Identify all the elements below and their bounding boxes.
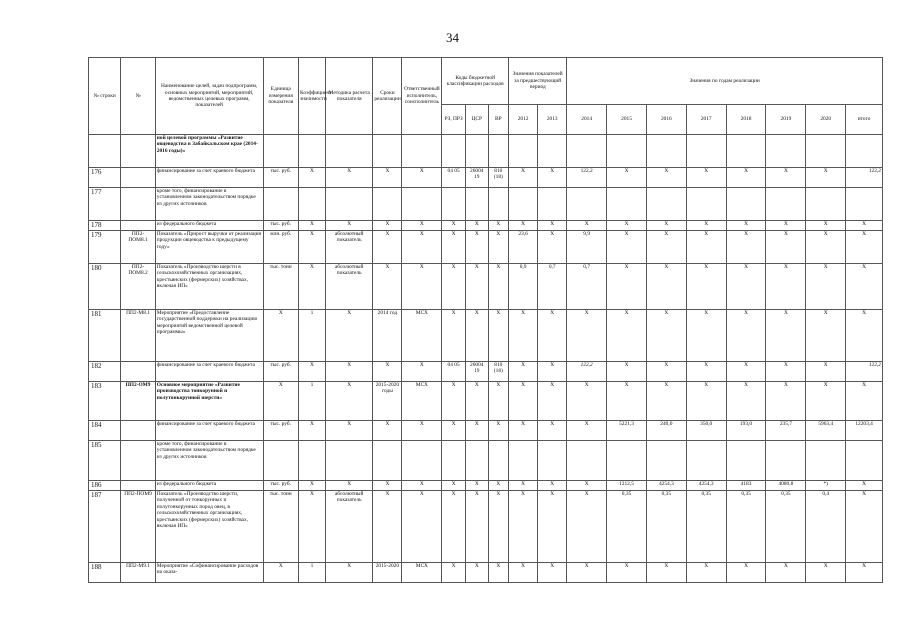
cell-unit: тыс. руб. (263, 168, 299, 188)
cell-x: X (509, 563, 538, 583)
cell-2016: 240,0 (646, 421, 686, 441)
cell-x: X (325, 310, 372, 362)
cell-total: 122,2 (846, 168, 883, 188)
cell-x: X (766, 382, 806, 421)
table-row (89, 362, 883, 382)
cell-x: X (686, 168, 726, 188)
cell-x: X (567, 382, 607, 421)
cell-x: X (442, 481, 466, 491)
header-row-no: № строки (89, 58, 121, 135)
cell-x: X (726, 563, 766, 583)
cell-2020: 0,4 (806, 491, 846, 563)
cell-x: X (686, 221, 726, 231)
cell-x: X (538, 421, 567, 441)
table-row (89, 441, 883, 481)
cell-x: X (299, 491, 326, 563)
cell-x: X (766, 310, 806, 362)
cell-name: из федерального бюджета (155, 481, 263, 491)
cell-2020: *) (806, 481, 846, 491)
cell-method: абсолютный показатель (325, 231, 372, 264)
cell-x: X (299, 421, 326, 441)
table-row (89, 491, 883, 563)
table-row (89, 135, 883, 168)
cell-x: X (325, 221, 372, 231)
cell-x: X (373, 362, 402, 382)
cell-x: X (567, 481, 607, 491)
cell-x: X (726, 168, 766, 188)
cell-x: X (607, 362, 647, 382)
cell-name: ной целевой программы «Развитие овцеводства в Забайкальском крае (2014-2016 годы)» (155, 135, 263, 168)
cell-x: X (325, 382, 372, 421)
cell-rz: 04 05 (442, 362, 466, 382)
cell-csr: 26004 19 (465, 168, 488, 188)
cell-x: X (509, 481, 538, 491)
cell-x: X (686, 382, 726, 421)
cell-name: Мероприятие «Софинансирование расходов на оказа- (155, 563, 263, 583)
cell-x: X (465, 310, 488, 362)
cell-x: X (806, 362, 846, 382)
cell-x: X (299, 362, 326, 382)
header-2017: 2017 (686, 105, 726, 135)
cell-x: X (646, 264, 686, 310)
cell-2016: 4254,3 (646, 481, 686, 491)
cell-x: X (846, 221, 883, 231)
cell-name: Показатель «Производство шерсти, полученной от тонкорунных и полутонкорунных пород овец, в сельскохозяйственных организациях, крестьянских (фермерских) хозяйствах, включая ИП» (155, 491, 263, 563)
cell-x: X (299, 231, 326, 264)
cell-coef: 1 (299, 382, 326, 421)
header-2019: 2019 (766, 105, 806, 135)
cell-unit: тыс. руб. (263, 221, 299, 231)
table-row (89, 563, 883, 583)
cell-x: X (766, 362, 806, 382)
cell-x: X (488, 481, 509, 491)
cell-x: X (465, 221, 488, 231)
cell-x: X (538, 231, 567, 264)
header-vr: ВР (488, 105, 509, 135)
cell-x: X (402, 168, 442, 188)
cell-term: 2015-2020 (373, 563, 402, 583)
cell-x: X (538, 481, 567, 491)
cell-x: X (567, 221, 607, 231)
cell-x: X (538, 221, 567, 231)
cell-x: X (373, 491, 402, 563)
cell-x: X (686, 264, 726, 310)
cell-row-no: 176 (89, 168, 121, 188)
header-years-group: Значения по годам реализации (567, 58, 883, 105)
cell-x: X (465, 563, 488, 583)
cell-x: X (465, 264, 488, 310)
header-2012: 2012 (509, 105, 538, 135)
cell-x: X (846, 563, 883, 583)
cell-x: X (567, 421, 607, 441)
cell-x: X (646, 310, 686, 362)
cell-x: X (567, 563, 607, 583)
cell-name: кроме того, финансирование в установленном законодательством порядке из других источников (155, 188, 263, 221)
cell-x: X (325, 563, 372, 583)
header-csr: ЦСР (465, 105, 488, 135)
cell-2014: 9,9 (567, 231, 607, 264)
header-2014: 2014 (567, 105, 607, 135)
cell-name: Мероприятие «Предоставление государственной поддержки на реализацию мероприятий ведомственной целевой программы» (155, 310, 263, 362)
cell-x: X (607, 382, 647, 421)
cell-x: X (509, 310, 538, 362)
cell-x: X (488, 310, 509, 362)
cell-x: X (488, 491, 509, 563)
cell-row-no: 182 (89, 362, 121, 382)
cell-x: X (538, 168, 567, 188)
cell-x: X (509, 421, 538, 441)
cell-2018: 0,35 (726, 491, 766, 563)
cell-name: финансирование за счет краевого бюджета (155, 421, 263, 441)
cell-name: Основное мероприятие «Развитие производства тонкорунной и полутонкорунной шерсти» (155, 382, 263, 421)
cell-row-no: 186 (89, 481, 121, 491)
cell-2015: 1212,5 (607, 481, 647, 491)
cell-row-no: 187 (89, 491, 121, 563)
cell-x: X (488, 264, 509, 310)
cell-rz: 04 05 (442, 168, 466, 188)
header-num: № (121, 58, 155, 135)
cell-x: X (806, 221, 846, 231)
cell-x: X (686, 563, 726, 583)
cell-x: X (442, 382, 466, 421)
cell-x: X (646, 168, 686, 188)
cell-x: X (488, 231, 509, 264)
table-row (89, 310, 883, 362)
cell-x: X (726, 310, 766, 362)
cell-2012: 0,9 (509, 264, 538, 310)
cell-2015: 5221,3 (607, 421, 647, 441)
cell-row-no: 188 (89, 563, 121, 583)
table-row (89, 231, 883, 264)
cell-x: X (766, 231, 806, 264)
cell-x: X (465, 491, 488, 563)
cell-x: X (538, 491, 567, 563)
cell-x: X (726, 264, 766, 310)
page-number: 34 (446, 30, 459, 45)
cell-x: X (846, 481, 883, 491)
cell-x: X (373, 264, 402, 310)
cell-x: X (373, 231, 402, 264)
cell-x: X (402, 481, 442, 491)
cell-unit: млн. руб. (263, 231, 299, 264)
cell-x: X (373, 421, 402, 441)
cell-row-no: 181 (89, 310, 121, 362)
cell-x: X (646, 563, 686, 583)
cell-unit: тыс. руб. (263, 421, 299, 441)
cell-x: X (806, 310, 846, 362)
cell-x: X (442, 221, 466, 231)
cell-2017: 0,35 (686, 491, 726, 563)
cell-vr: 810 (18) (488, 168, 509, 188)
header-2020: 2020 (806, 105, 846, 135)
cell-coef: 1 (299, 563, 326, 583)
cell-x: X (538, 382, 567, 421)
cell-code: ПП2-М8.1 (121, 310, 155, 362)
cell-name: финансирование за счет краевого бюджета (155, 362, 263, 382)
cell-x: X (806, 382, 846, 421)
table-header-row (89, 58, 883, 105)
cell-resp: МСХ (402, 563, 442, 583)
cell-total: 122,2 (846, 362, 883, 382)
cell-x: X (488, 421, 509, 441)
cell-x: X (465, 421, 488, 441)
cell-x: X (402, 264, 442, 310)
cell-x: X (846, 231, 883, 264)
cell-2014: 122,2 (567, 362, 607, 382)
cell-x: X (509, 362, 538, 382)
cell-x: X (263, 310, 299, 362)
cell-code: ПП2-М9.1 (121, 563, 155, 583)
cell-x: X (488, 382, 509, 421)
cell-x: X (325, 421, 372, 441)
cell-x: X (538, 362, 567, 382)
cell-x: X (766, 168, 806, 188)
table-row (89, 188, 883, 221)
cell-method: абсолютный показатель (325, 264, 372, 310)
cell-x: X (538, 563, 567, 583)
cell-row-no: 183 (89, 382, 121, 421)
cell-resp: МСХ (402, 310, 442, 362)
cell-2018: 4183 (726, 481, 766, 491)
cell-x: X (325, 168, 372, 188)
header-resp: Ответственный исполнитель, соисполнитель (402, 58, 442, 135)
cell-x: X (686, 231, 726, 264)
header-coef: Коэффициент значимости (299, 58, 326, 135)
cell-x: X (402, 491, 442, 563)
cell-name: из федерального бюджета (155, 221, 263, 231)
cell-x: X (607, 264, 647, 310)
cell-2017: 4254,3 (686, 481, 726, 491)
cell-row-no: 177 (89, 188, 121, 221)
program-table (88, 57, 883, 583)
cell-2013: 0,7 (538, 264, 567, 310)
cell-code: ПП2-ОМ9 (121, 382, 155, 421)
cell-x: X (299, 264, 326, 310)
table-row (89, 168, 883, 188)
cell-x: X (465, 231, 488, 264)
cell-2018: 193,0 (726, 421, 766, 441)
cell-x: X (646, 362, 686, 382)
header-unit: Единица измерения показателя (263, 58, 299, 135)
cell-total: 12203,4 (846, 421, 883, 441)
cell-x: X (465, 481, 488, 491)
cell-x: X (488, 563, 509, 583)
header-name: Наименование целей, задач подпрограмм, основных мероприятий, мероприятий, ведомственных целевых программ, показателей (155, 58, 263, 135)
header-2016: 2016 (646, 105, 686, 135)
cell-unit: тыс. тонн (263, 264, 299, 310)
cell-x: X (806, 168, 846, 188)
cell-unit: тыс. руб. (263, 362, 299, 382)
cell-x: X (442, 563, 466, 583)
cell-code: ПП2-ПОМ8.1 (121, 231, 155, 264)
header-2018: 2018 (726, 105, 766, 135)
cell-term: 2015-2020 годы (373, 382, 402, 421)
cell-2015: 0,35 (607, 491, 647, 563)
cell-name: кроме того, финансирование в установленном законодательством порядке из других источников (155, 441, 263, 481)
cell-term: 2014 год (373, 310, 402, 362)
cell-x: X (607, 168, 647, 188)
cell-code: ПП2-ПОМ9 (121, 491, 155, 563)
cell-x: X (846, 264, 883, 310)
header-2015: 2015 (607, 105, 647, 135)
cell-x: X (402, 421, 442, 441)
cell-x: X (726, 231, 766, 264)
cell-name: финансирование за счет краевого бюджета (155, 168, 263, 188)
cell-x: X (402, 362, 442, 382)
cell-code: ПП2-ПОМ8.2 (121, 264, 155, 310)
cell-x: X (806, 231, 846, 264)
cell-x: X (442, 421, 466, 441)
cell-x: X (263, 563, 299, 583)
cell-x: X (686, 310, 726, 362)
cell-x: X (607, 231, 647, 264)
cell-x: X (442, 264, 466, 310)
cell-x: X (766, 221, 806, 231)
cell-row-no: 178 (89, 221, 121, 231)
cell-x: X (726, 221, 766, 231)
header-2013: 2013 (538, 105, 567, 135)
cell-x: X (509, 168, 538, 188)
cell-x: X (607, 221, 647, 231)
cell-row-no: 185 (89, 441, 121, 481)
cell-x: X (607, 310, 647, 362)
cell-x: X (442, 231, 466, 264)
header-codes: Коды бюджетной классификации расходов (442, 58, 509, 105)
cell-2014: 122,2 (567, 168, 607, 188)
cell-x: X (299, 168, 326, 188)
cell-x: X (509, 221, 538, 231)
cell-x: X (646, 231, 686, 264)
cell-x: X (646, 221, 686, 231)
cell-unit: тыс. тонн (263, 491, 299, 563)
header-rz: РЗ, ПРЗ (442, 105, 466, 135)
table-row (89, 221, 883, 231)
cell-x: X (766, 264, 806, 310)
cell-x: X (299, 221, 326, 231)
cell-name: Показатель «Прирост выручки от реализации продукции овцеводства к предыдущему году» (155, 231, 263, 264)
header-term: Сроки реализации (373, 58, 402, 135)
cell-x: X (325, 481, 372, 491)
cell-x: X (488, 221, 509, 231)
cell-row-no: 179 (89, 231, 121, 264)
cell-row-no: 184 (89, 421, 121, 441)
cell-x: X (846, 491, 883, 563)
cell-2014: 0,7 (567, 264, 607, 310)
cell-x: X (373, 168, 402, 188)
cell-x: X (465, 382, 488, 421)
cell-x: X (646, 382, 686, 421)
cell-x: X (263, 382, 299, 421)
cell-x: X (373, 221, 402, 231)
cell-x: X (373, 481, 402, 491)
cell-2020: 5963,4 (806, 421, 846, 441)
cell-2012: 23,6 (509, 231, 538, 264)
cell-x: X (607, 563, 647, 583)
cell-x: X (726, 382, 766, 421)
cell-vr: 810 (18) (488, 362, 509, 382)
cell-coef: 1 (299, 310, 326, 362)
cell-x: X (846, 382, 883, 421)
cell-2017: 350,0 (686, 421, 726, 441)
cell-x: X (442, 310, 466, 362)
cell-x: X (402, 221, 442, 231)
cell-x: X (806, 264, 846, 310)
cell-x: X (509, 491, 538, 563)
cell-x: X (567, 310, 607, 362)
cell-name: Показатель «Производство шерсти в сельскохозяйственных организациях, крестьянских (фермерских) хозяйствах, включая ИП» (155, 264, 263, 310)
cell-csr: 26004 19 (465, 362, 488, 382)
cell-x: X (806, 563, 846, 583)
header-prev: Значения показателей за предшествующий период (509, 58, 567, 105)
table-row (89, 264, 883, 310)
cell-2019: 0,35 (766, 491, 806, 563)
table-row (89, 481, 883, 491)
header-method: Методика расчета показателя (325, 58, 372, 135)
cell-x: X (846, 310, 883, 362)
cell-row-no: 180 (89, 264, 121, 310)
cell-2016: 0,35 (646, 491, 686, 563)
table-row (89, 421, 883, 441)
cell-2019: 4080,8 (766, 481, 806, 491)
cell-x: X (538, 310, 567, 362)
cell-x: X (442, 491, 466, 563)
cell-2019: 235,7 (766, 421, 806, 441)
cell-x: X (726, 362, 766, 382)
cell-x: X (567, 491, 607, 563)
cell-x: X (299, 481, 326, 491)
cell-x: X (766, 563, 806, 583)
cell-resp: МСХ (402, 382, 442, 421)
cell-x: X (325, 362, 372, 382)
cell-x: X (509, 382, 538, 421)
table-row (89, 382, 883, 421)
cell-unit: тыс. руб. (263, 481, 299, 491)
header-total: итого (846, 105, 883, 135)
cell-x: X (686, 362, 726, 382)
cell-x: X (402, 231, 442, 264)
cell-method: абсолютный показатель (325, 491, 372, 563)
